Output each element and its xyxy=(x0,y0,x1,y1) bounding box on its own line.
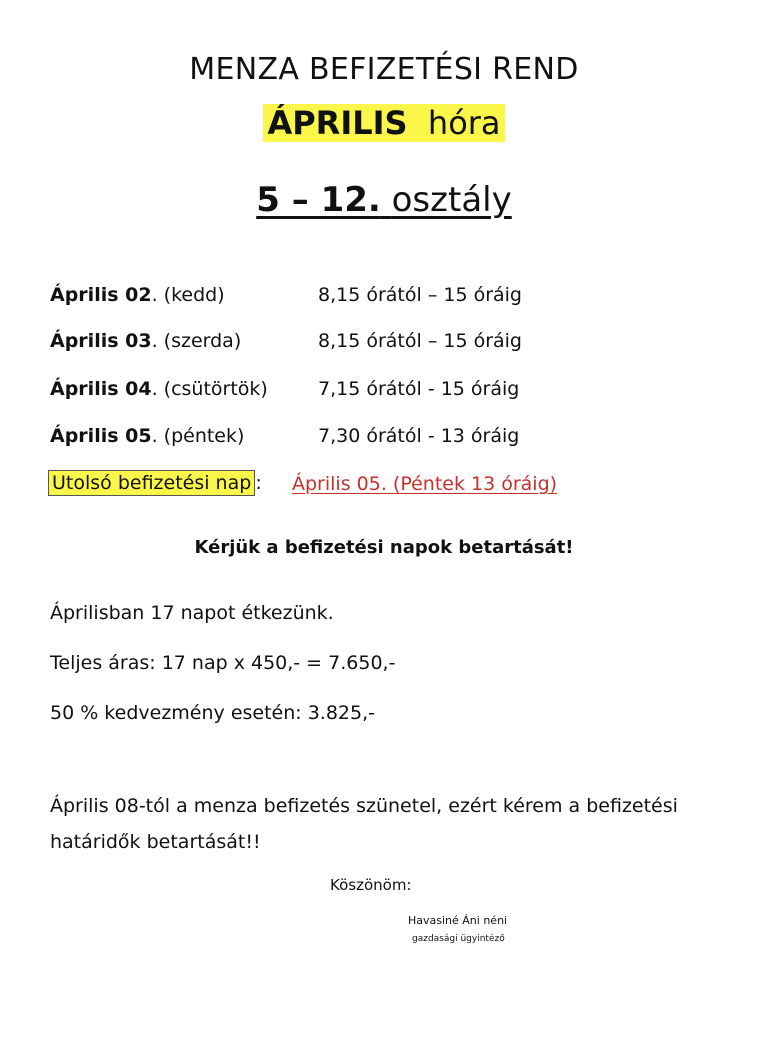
signature-role: gazdasági ügyintéző xyxy=(412,934,505,944)
info-days: Áprilisban 17 napot étkezünk. xyxy=(50,602,334,624)
class-range-heading xyxy=(0,180,768,220)
schedule-day-3-weekday: . (csütörtök) xyxy=(151,378,268,400)
reminder-text: Kérjük a befizetési napok betartását! xyxy=(194,537,574,558)
month-highlight-block xyxy=(263,104,504,142)
schedule-time-4: 7,30 órától - 13 óráig xyxy=(318,425,520,447)
class-word: osztály xyxy=(391,180,512,220)
schedule-day-4-weekday: . (péntek) xyxy=(151,425,245,447)
schedule-time-3: 7,15 órától - 15 óráig xyxy=(318,378,520,400)
schedule-day-3-date: Április 04 xyxy=(50,378,152,400)
deadline-value: Április 05. (Péntek 13 óráig) xyxy=(292,473,558,495)
schedule-time-1: 8,15 órától – 15 óráig xyxy=(318,284,522,306)
schedule-day-4 xyxy=(50,425,244,447)
deadline-colon: : xyxy=(255,472,262,494)
schedule-day-2 xyxy=(50,330,241,352)
info-discount-price: 50 % kedvezmény esetén: 3.825,- xyxy=(50,702,376,724)
document-title: MENZA BEFIZETÉSI REND xyxy=(189,52,579,87)
month-name: ÁPRILIS xyxy=(267,104,408,142)
class-range: 5 – 12. xyxy=(256,180,381,220)
deadline-label-row xyxy=(48,472,262,494)
signature-name: Havasiné Áni néni xyxy=(408,914,508,927)
schedule-day-2-weekday: . (szerda) xyxy=(151,330,242,352)
month-suffix: hóra xyxy=(427,104,501,142)
schedule-day-3 xyxy=(50,378,268,400)
info-full-price: Teljes áras: 17 nap x 450,- = 7.650,- xyxy=(50,652,396,674)
schedule-day-1-date: Április 02 xyxy=(50,284,152,306)
schedule-day-2-date: Április 03 xyxy=(50,330,152,352)
schedule-day-1-weekday: . (kedd) xyxy=(151,284,225,306)
schedule-day-1 xyxy=(50,284,225,306)
thanks-text: Köszönöm: xyxy=(330,876,412,894)
schedule-day-4-date: Április 05 xyxy=(50,425,152,447)
closing-notice: Április 08-tól a menza befizetés szünetel, ezért kérem a befizetési határidők betartását!! xyxy=(50,795,678,853)
deadline-label: Utolsó befizetési nap xyxy=(48,470,255,496)
month-heading xyxy=(0,104,768,142)
schedule-time-2: 8,15 órától – 15 óráig xyxy=(318,330,522,352)
